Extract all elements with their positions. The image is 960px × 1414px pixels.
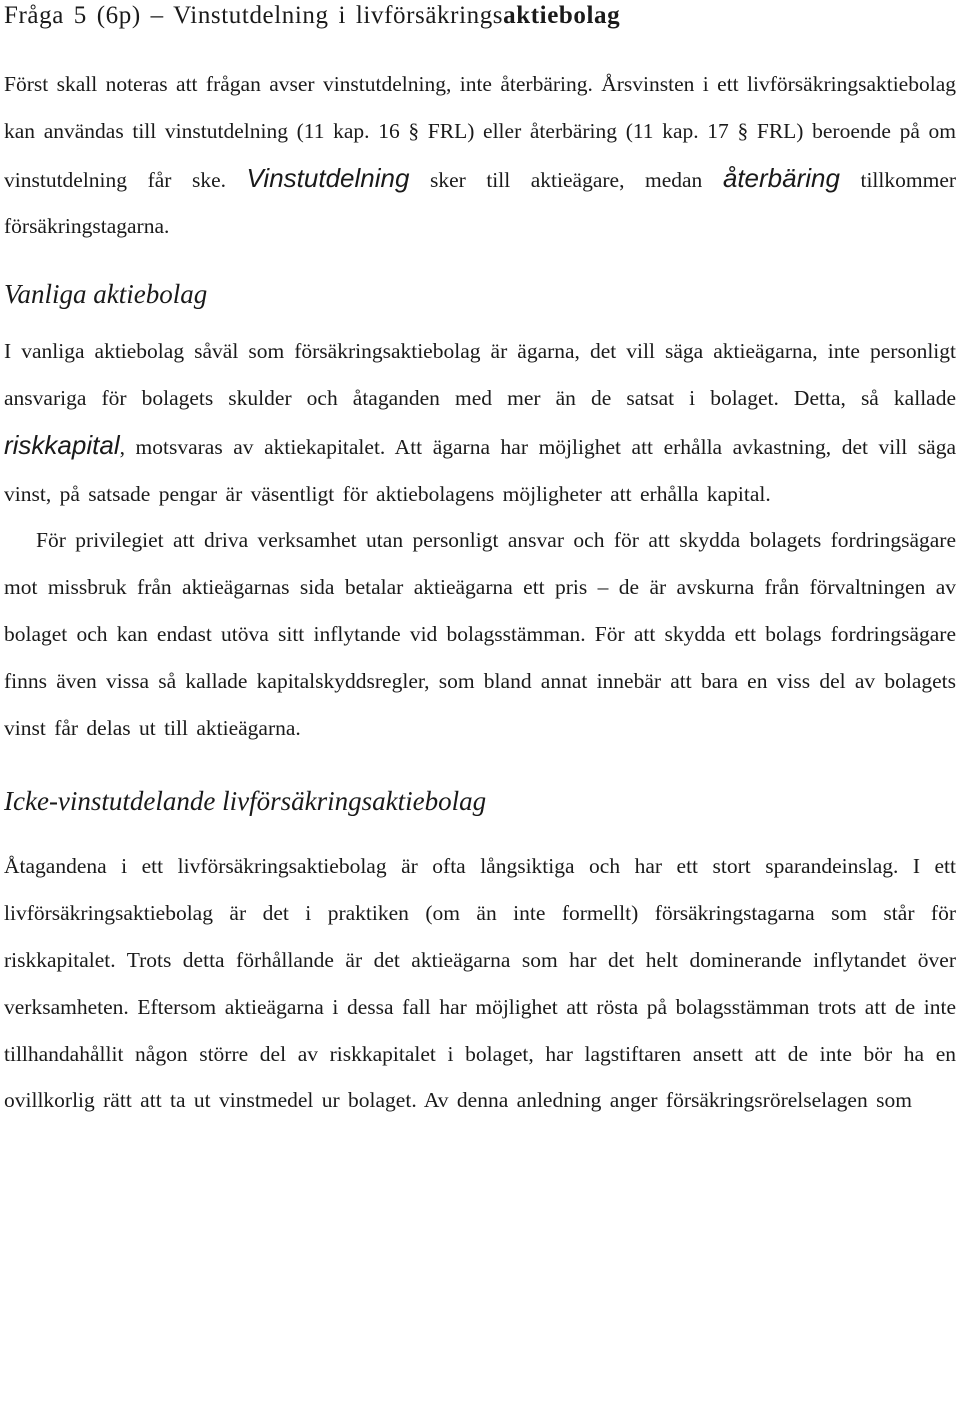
section1-p1-text-2: , motsvaras av aktiekapitalet. Att ägarna har möjlighet att erhålla avkastning, det vill säga vinst, på satsade pengar är väsentligt för aktiebolagens möjligheter att erhålla kapital. [4,434,956,506]
intro-paragraph [4,61,956,250]
intro-text-2: sker till aktieägare, medan [429,167,703,192]
section2-paragraph-1: Åtagandena i ett livförsäkringsaktiebolag är ofta långsiktiga och har ett stort sparandeinslag. I ett livförsäkringsaktiebolag är det i praktiken (om än inte formellt) försäkringstagarna som står för riskkapitalet. Trots detta förhållande är det aktieägarna som har det helt dominerande inflytandet över verksamheten. Eftersom aktieägarna i dessa fall har möjlighet att rösta på bolagsstämman trots att de inte tillhandahållit någon större del av riskkapitalet i bolaget, har lagstiftaren ansett att de inte bör ha en ovillkorlig rätt att ta ut vinstmedel ur bolaget. Av denna anledning anger försäkringsrörelselagen som [4,854,956,1113]
section-heading-vanliga-aktiebolag: Vanliga aktiebolag [4,279,208,310]
question-title-bold: aktiebolag [503,2,621,29]
term-riskkapital: riskkapital [4,429,120,460]
section1-paragraph-2: För privilegiet att driva verksamhet utan personligt ansvar och för att skydda bolagets fordringsägare mot missbruk från aktieägarnas sida betalar aktieägarna ett pris – de är avskurna från förvaltningen av bolaget och kan endast utöva sitt inflytande vid bolagsstämman. För att skydda ett bolags fordringsägare finns även vissa så kallade kapitalskyddsregler, som bland annat innebär att bara en viss del av bolagets vinst får delas ut till aktieägarna. [4,528,956,740]
document-page [4,0,956,1124]
term-aterbaring: återbäring [722,162,840,193]
section1-paragraph-1 [4,328,956,517]
section1-p1-text-1: I vanliga aktiebolag såväl som försäkringsaktiebolag är ägarna, det vill säga aktieägarna, inte personligt ansvariga för bolagets skulder och åtaganden med mer än de satsat i bolaget. Detta, så kallade [4,339,956,410]
intro-text-3: tillkommer försäkringstagarna. [4,167,957,239]
question-title [4,0,956,31]
term-vinstutdelning: Vinstutdelning [246,162,410,193]
intro-text-1: Först skall noteras att frågan avser vinstutdelning, inte återbäring. Årsvinsten i ett livförsäkringsaktiebolag kan användas till vinstutdelning (11 kap. 16 § FRL) eller återbäring (11 kap. 17 § FRL) beroende på om vinstutdelning får ske. [4,72,956,192]
question-title-text: Fråga 5 (6p) – Vinstutdelning i livförsäkrings [4,2,504,29]
section-heading-icke-vinstutdelande: Icke-vinstutdelande livförsäkringsaktiebolag [4,786,487,817]
